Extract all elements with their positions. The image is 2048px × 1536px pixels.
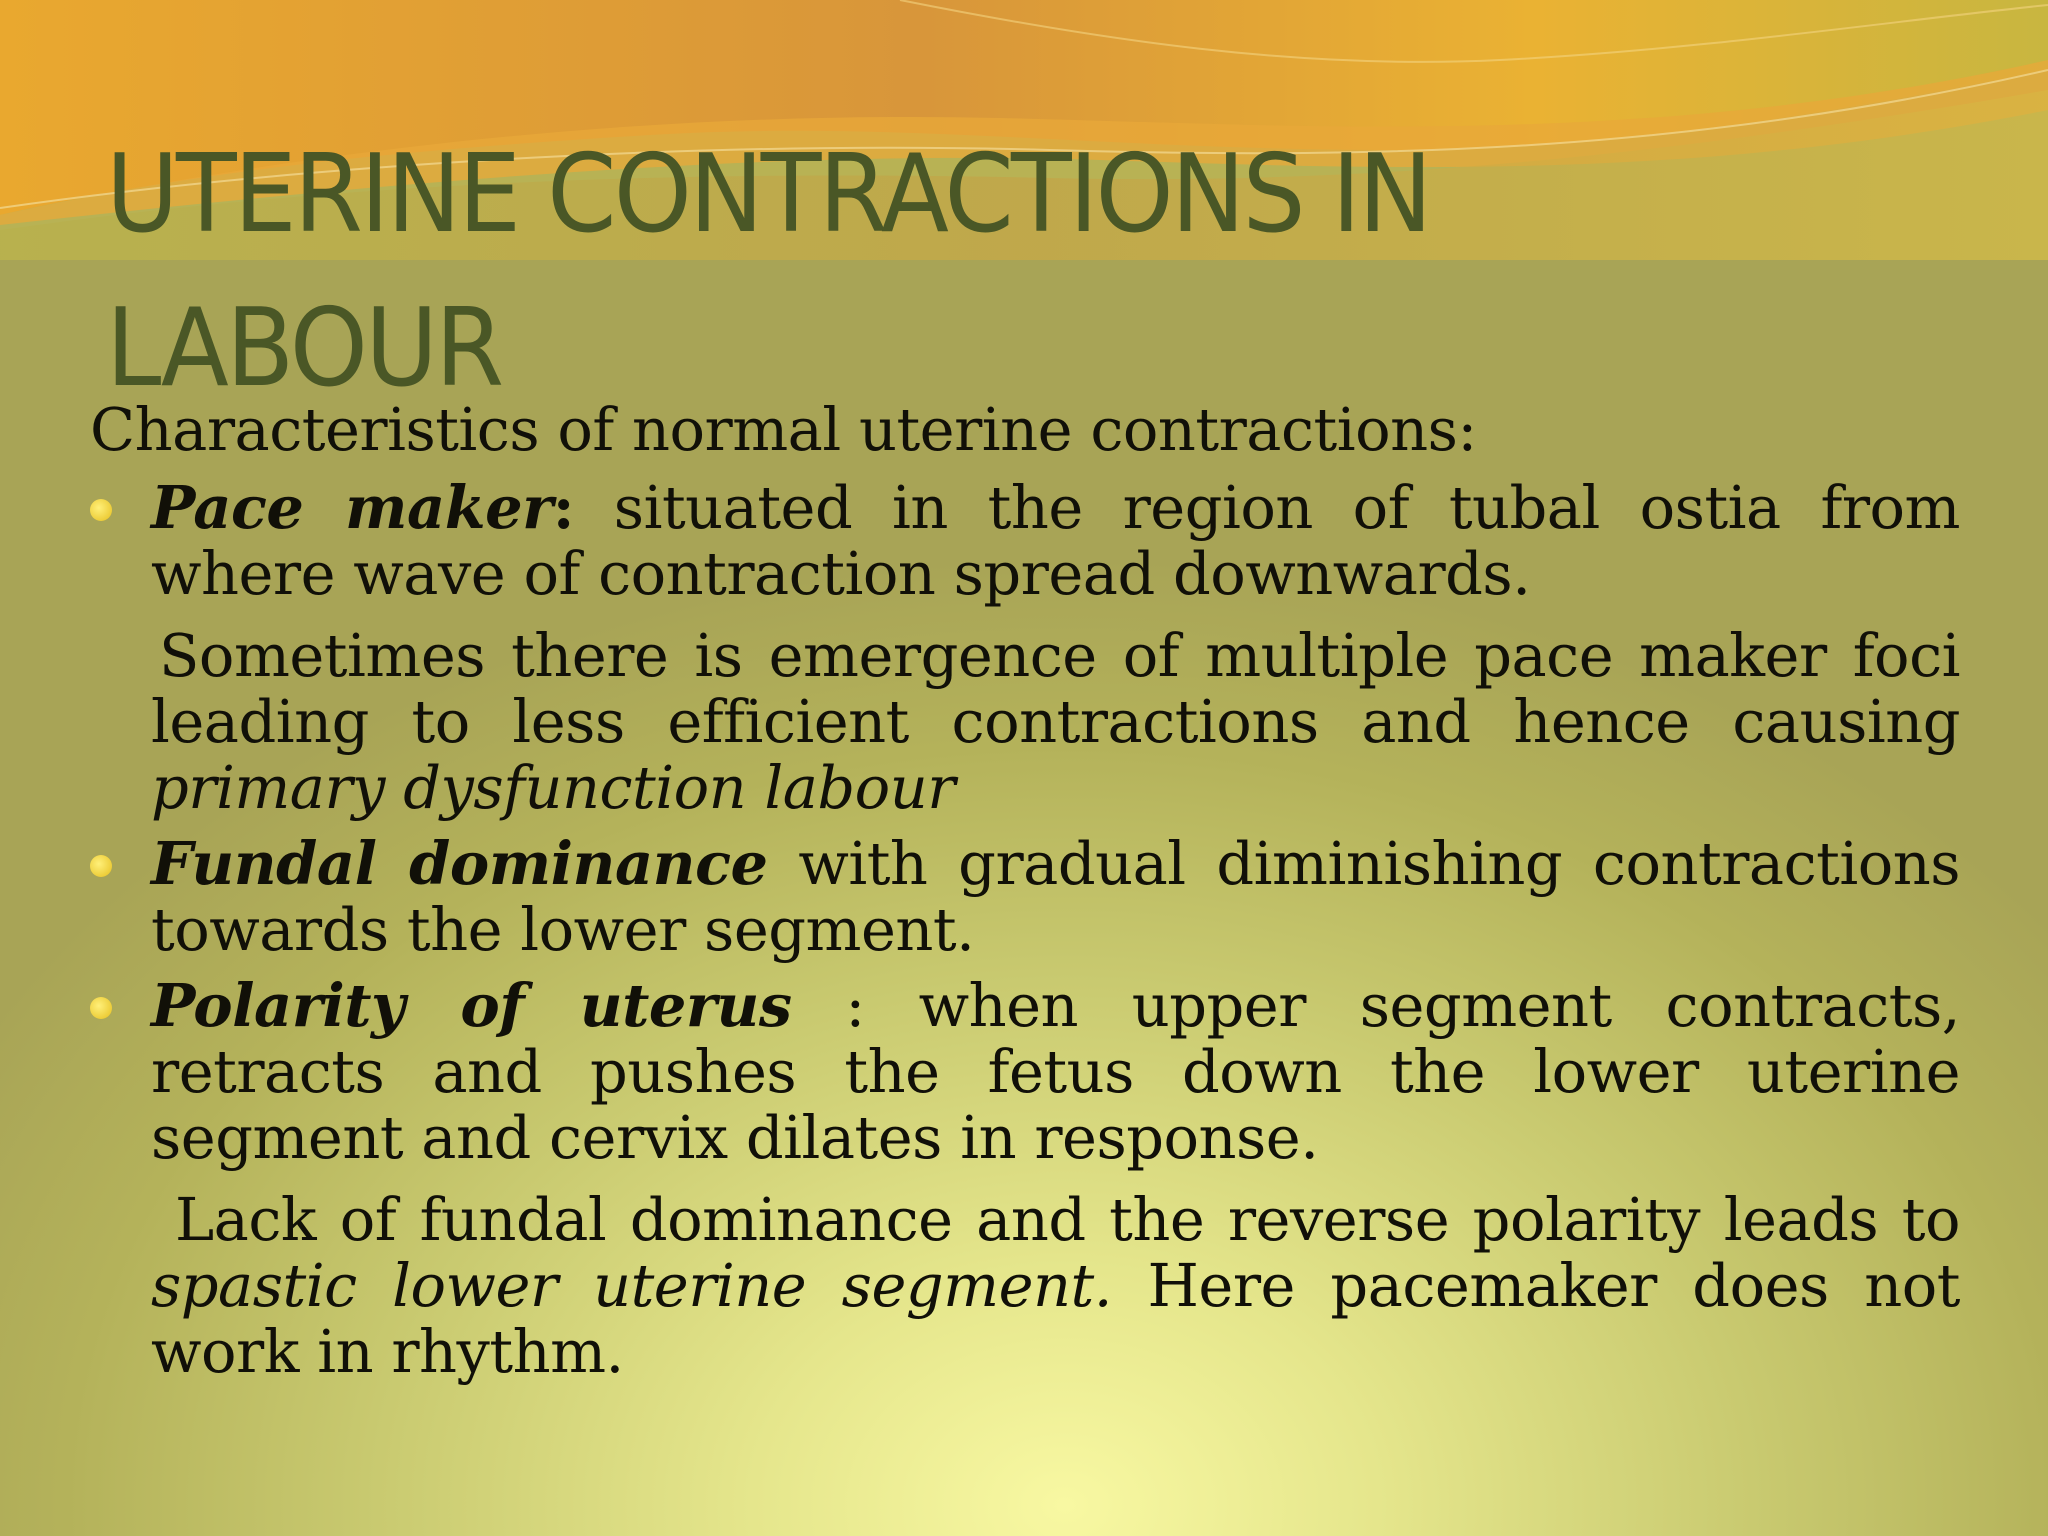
item-description: situated in the region of tubal ostia from where wave of contraction spread downwards.: [151, 473, 1961, 608]
item-note: [151, 623, 1960, 821]
note-text: Lack of fundal dominance and the reverse polarity leads to: [175, 1185, 1960, 1254]
item-separator: :: [552, 473, 574, 542]
bullet-icon: [90, 499, 112, 521]
item-term: Fundal dominance: [151, 829, 768, 898]
slide-body: [90, 393, 1960, 1385]
bullet-icon: [90, 997, 112, 1019]
bullet-icon: [90, 855, 112, 877]
item-note: [151, 1187, 1960, 1385]
item-term: Pace maker: [151, 473, 553, 542]
item-main-text: [151, 973, 1960, 1171]
item-description: : when upper segment contracts, retracts and pushes the fetus down the lower uterine segment and cervix dilates in response.: [151, 971, 1960, 1172]
item-main-text: [151, 831, 1960, 963]
item-term: Polarity of uterus: [151, 971, 792, 1040]
slide-title: UTERINE CONTRACTIONS IN LABOUR: [106, 132, 1430, 411]
note-text-end: Here pacemaker does not work in rhythm.: [151, 1251, 1960, 1386]
item-main-text: [151, 475, 1960, 607]
list-item-pace-maker: [90, 475, 1960, 821]
list-item-fundal-dominance: [90, 831, 1960, 963]
intro-text: Characteristics of normal uterine contractions:: [90, 395, 1477, 464]
note-italic: primary dysfunction labour: [151, 753, 955, 822]
item-description: with gradual diminishing contractions towards the lower segment.: [151, 829, 1960, 964]
note-text: Sometimes there is emergence of multiple pace maker foci leading to less efficient contractions and hence causing: [151, 621, 1960, 756]
note-italic: spastic lower uterine segment.: [151, 1251, 1112, 1320]
list-item-polarity: [90, 973, 1960, 1385]
